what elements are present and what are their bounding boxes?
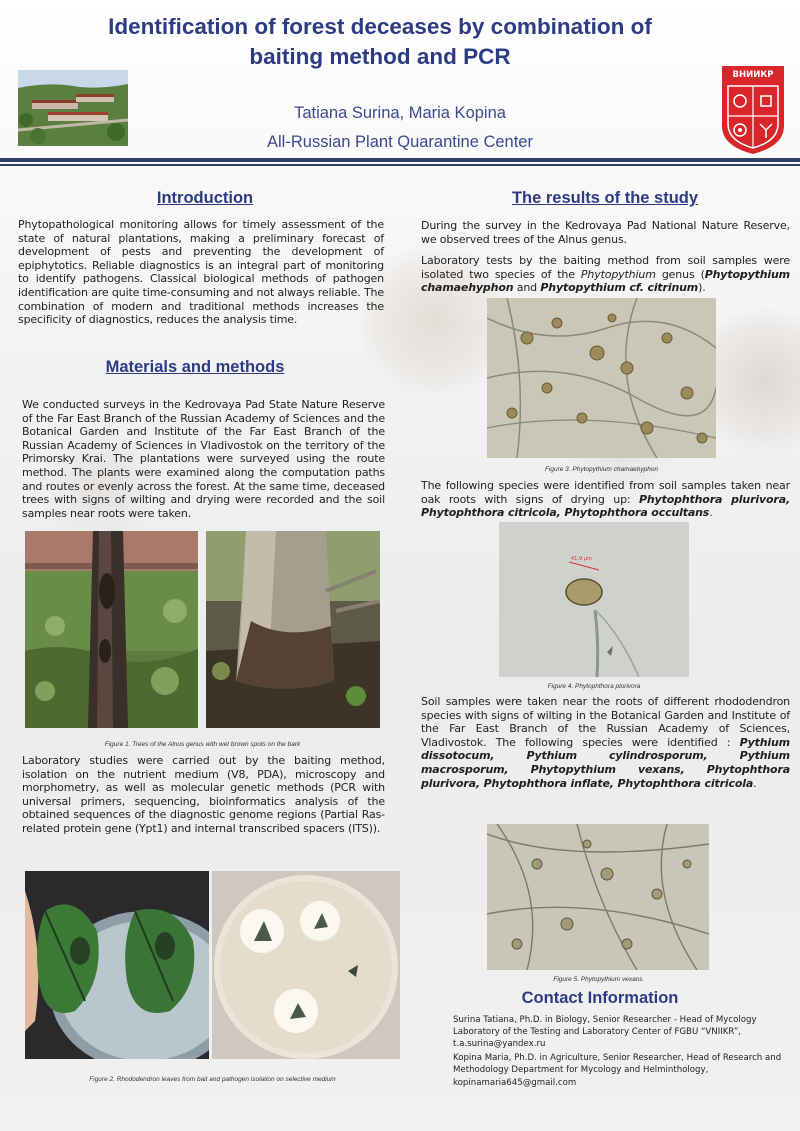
figure2-caption: Figure 2. Rhododendron leaves from bait and pathogen isolation on selective medium	[89, 1076, 336, 1083]
contact-heading: Contact Information	[521, 989, 679, 1007]
vniikr-logo	[720, 64, 786, 156]
methods-text-1: We conducted surveys in the Kedrovaya Pad State Nature Reserve of the Far East Branch of the Russian Academy of Sciences and the Botanical Garden and Institute of the Far East Branch of the Russian Academy of Sciences in Vladivostok on the territory of the Primorsky Krai. The plantations were surveyed using the route method. The plants were examined along the computation paths and routes or evenly across the forest. At the same time, deceased trees with signs of wilting and drying were recorded and the soil samples near roots were taken.	[22, 398, 385, 520]
figure5-microscopy-photo	[487, 824, 709, 970]
figure5-caption: Figure 5. Phytopythium vexans	[553, 976, 643, 983]
introduction-text: Phytopathological monitoring allows for timely assessment of the state of natural plantations, making a preliminary forecast of development of pests and preventing the development of epiphytotics. Reliable diagnostics is an integral part of monitoring to identify pathogens. Classical biological methods of pathogen identification are quite time-consuming and not always reliable. The combination of modern and traditional methods increases the specificity of diagnostics, reduces the analysis time.	[18, 218, 384, 327]
results-paragraph-4: Soil samples were taken near the roots of different rhododendron species with signs of wilting in the Botanical Garden and Institute of the Far East Branch of the Russian Academy of Sciences, Vladivostok. The following species were identified : Pythium dissotocum, Pythium cylindrosporum, Pythium macrosporum, Phytopythium vexans, Phytophthora plurivora, Phytophthora inflate, Phytophthora citricola.	[421, 695, 790, 790]
logo-text: ВНИИКР	[732, 70, 774, 80]
results-paragraph-3: The following species were identified from soil samples taken near oak roots with signs of drying up: Phytophthora plurivora, Phytophthora citricola, Phytophthora occultans.	[421, 479, 790, 520]
results-heading: The results of the study	[511, 189, 699, 207]
figure1-alder-trunk-photo	[25, 531, 198, 728]
results-paragraph-1: During the survey in the Kedrovaya Pad National Nature Reserve, we observed trees of the Alnus genus.	[421, 219, 790, 246]
svg-text:41,9 μm: 41,9 μm	[571, 556, 592, 562]
methods-heading: Materials and methods	[105, 358, 285, 376]
figure1-caption: Figure 1. Trees of the Alnus genus with wet brown spots on the bark	[104, 741, 301, 748]
campus-aerial-photo	[18, 70, 128, 146]
header-divider-thin	[0, 164, 800, 166]
figure4-microscopy-photo	[499, 522, 689, 677]
figure1-alder-base-photo	[206, 531, 380, 728]
poster-header	[0, 0, 800, 158]
methods-text-2: Laboratory studies were carried out by the baiting method, isolation on the nutrient medium (V8, PDA), microscopy and morphometry, as well as molecular genetic methods (PCR with universal primers, sequencing, bioinformatics analysis of the obtained sequences of the diagnostic genome regions (Partial Ras-related protein gene (Ypt1) and internal transcribed spacers (ITS)).	[22, 754, 385, 835]
contact-kopina: Kopina Maria, Ph.D. in Agriculture, Senior Researcher, Head of Research and Methodology Department for Mycology and Helminthology,	[453, 1053, 782, 1075]
contact-email-kopina[interactable]: kopinamaria645@gmail.com	[453, 1078, 577, 1088]
figure3-caption: Figure 3. Phytopythium chamaehyphon	[544, 466, 659, 473]
authors: Tatiana Surina, Maria Kopina	[294, 104, 506, 122]
affiliation: All-Russian Plant Quarantine Center	[267, 133, 533, 151]
results-paragraph-2: Laboratory tests by the baiting method from soil samples were isolated two species of the Phytopythium genus (Phytopythium chamaehyphon and Phytopythium cf. citrinum).	[421, 254, 790, 295]
figure3-microscopy-photo	[487, 298, 716, 458]
introduction-heading: Introduction	[156, 189, 254, 207]
contact-email-surina[interactable]: t.a.surina@yandex.ru	[453, 1039, 546, 1049]
figure2-rhododendron-leaves-photo	[25, 871, 209, 1059]
figure2-petri-dish-photo	[212, 871, 400, 1059]
contact-surina: Surina Tatiana, Ph.D. in Biology, Senior Researcher - Head of Mycology Laboratory of the Testing and Laboratory Center of FGBU “VNIIKR”,	[453, 1015, 757, 1037]
header-divider	[0, 158, 800, 162]
poster-title: Identification of forest deceases by combination of baiting method and PCR	[108, 14, 652, 69]
figure4-caption: Figure 4. Phytophthora plurivora	[547, 683, 641, 690]
